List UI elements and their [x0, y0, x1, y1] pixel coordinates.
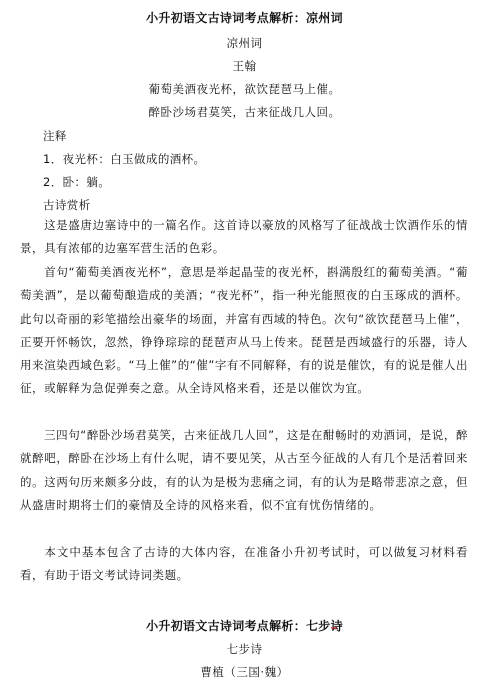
section-title: 小升初语文古诗词考点解析：七步诗 — [146, 619, 343, 633]
paragraph: 三四句“醉卧沙场君莫笑，古来征战几人回”，这是在酣畅时的劝酒词，是说，醉就醉吧，醉卧在沙场上有什么呢，请不要见笑，从古至今征战的人有几个是活着回来的。这两句历来颇多分歧，有的认为是极为悲痛之词，有的认为是略带悲凉之意，但从盛唐时期将士们的豪情及全诗的风格来看，似不宜有忧伤情绪的。 — [20, 428, 468, 512]
notes-heading: 注释 — [43, 129, 67, 143]
appreciation-heading: 古诗赏析 — [43, 198, 91, 212]
poem-line: 醉卧沙场君莫笑，古来征战几人回。 — [148, 105, 341, 119]
note-item: 1．夜光杯：白玉做成的酒杯。 — [43, 152, 206, 166]
spellcheck-mark-icon — [331, 626, 337, 630]
paragraph: 首句“葡萄美酒夜光杯”，意思是举起晶莹的夜光杯，斟满殷红的葡萄美酒。“葡萄美酒”，是以葡萄酿造成的美酒；“夜光杯”，指一种光能照夜的白玉琢成的酒杯。此句以奇丽的彩笔描绘出豪华的场面，并富有西域的特色。次句“欲饮琵琶马上催”，正要开怀畅饮，忽然，铮铮琮琮的琵琶声从马上传来。琵琶是西域盛行的乐器，诗人用来渲染西域色彩。“马上催”的“催”字有不同解释，有的说是催饮，有的说是催人出征，或解释为急促弹奏之意。从全诗风格来看，还是以催饮为宜。 — [20, 265, 468, 396]
poem-line: 葡萄美酒夜光杯，欲饮琵琶马上催。 — [148, 82, 341, 96]
poem-title: 七步诗 — [226, 642, 263, 656]
paragraph: 本文中基本包含了古诗的大体内容，在准备小升初考试时，可以做复习材料看看，有助于语文考试诗词类题。 — [20, 545, 468, 583]
section-title: 小升初语文古诗词考点解析：凉州词 — [146, 11, 343, 25]
note-item: 2．卧：躺。 — [43, 175, 111, 189]
poem-title: 凉州词 — [226, 36, 263, 50]
poem-author: 曹植（三国·魏） — [200, 665, 289, 679]
paragraph: 这是盛唐边塞诗中的一篇名作。这首诗以豪放的风格写了征战战士饮酒作乐的情景，具有浓郁的边塞军营生活的色彩。 — [20, 218, 468, 256]
poem-author: 王翰 — [232, 59, 257, 73]
